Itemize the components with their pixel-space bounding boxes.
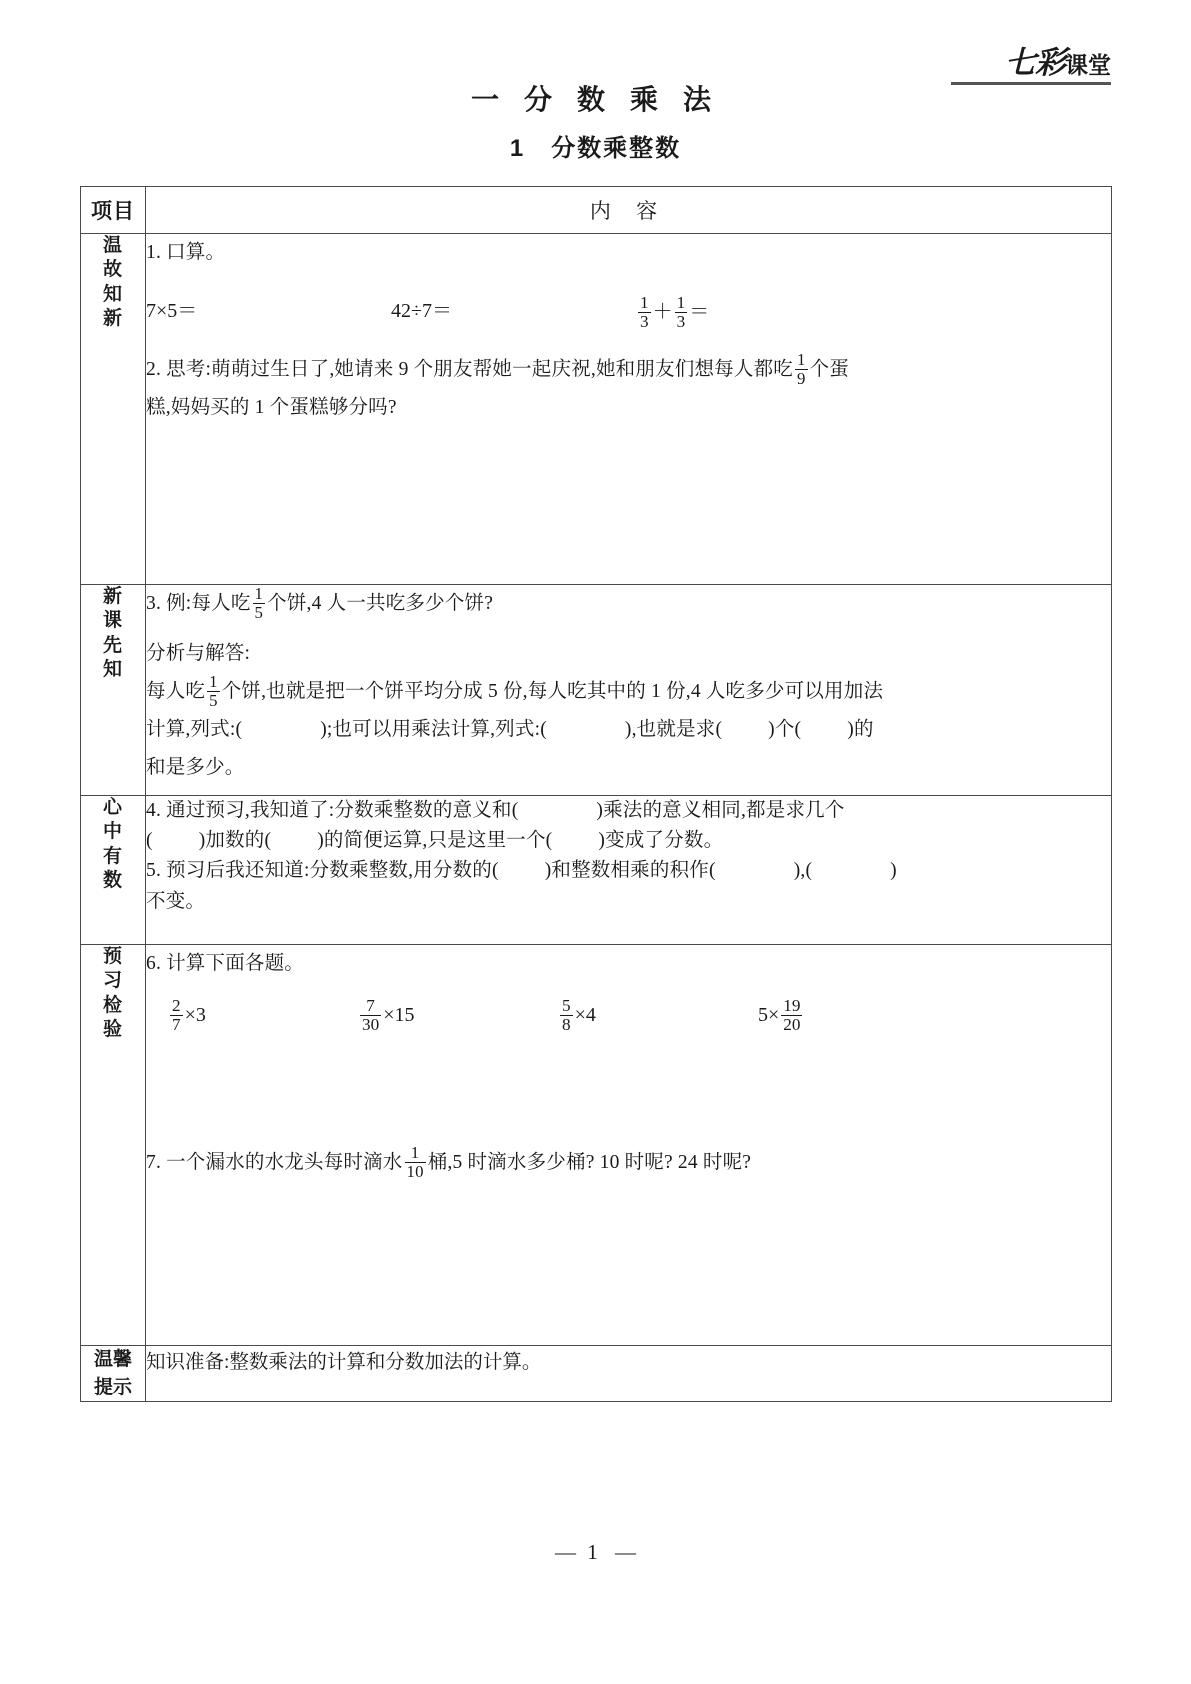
fraction-numerator: 2 xyxy=(172,996,181,1016)
fraction-denominator: 10 xyxy=(406,1161,424,1181)
fraction xyxy=(170,997,183,1034)
question-5-text-d: ) xyxy=(890,860,897,882)
section-number: 1 xyxy=(509,135,526,162)
analysis-blank-a-label: 计算,列式:( xyxy=(146,719,243,741)
section-name: 分数乘整数 xyxy=(551,135,682,162)
fraction-one-tenth xyxy=(405,1144,426,1180)
fraction-numerator: 1 xyxy=(676,293,686,313)
question-5-text-c: ),( xyxy=(793,860,813,882)
question-4-line-2 xyxy=(146,826,1111,856)
row-label-tip xyxy=(81,1346,146,1402)
question-4-text-c: ( xyxy=(146,830,153,852)
question-4-text-e: )的简便运算,只是这里一个( xyxy=(317,830,553,852)
analysis-line-3: 和是多少。 xyxy=(146,757,245,779)
fraction-denominator: 7 xyxy=(172,1015,181,1035)
fraction-numerator: 5 xyxy=(562,996,571,1016)
analysis-line-2 xyxy=(146,711,1111,749)
fraction-denominator: 20 xyxy=(783,1015,801,1035)
fraction-numerator: 1 xyxy=(209,672,218,692)
question-1-expressions xyxy=(146,294,1111,331)
calc-prefix: 5× xyxy=(758,1004,780,1027)
question-4-text-f: )变成了分数。 xyxy=(598,830,724,852)
plus-operator: ＋ xyxy=(652,301,673,324)
fraction-numerator: 1 xyxy=(410,1143,420,1163)
calc-item-2 xyxy=(358,997,558,1034)
fraction-denominator: 9 xyxy=(796,368,806,388)
calc-suffix: ×4 xyxy=(574,1004,596,1027)
fraction-numerator: 19 xyxy=(783,996,801,1016)
fraction-one-third-a xyxy=(638,294,651,331)
fraction-denominator: 5 xyxy=(254,602,264,622)
fraction-one-third-b xyxy=(675,294,688,331)
brand-logo-sub: 课堂 xyxy=(1065,52,1111,79)
row-content-review xyxy=(146,234,1112,585)
analysis-blank-c-label: ),也就是求( xyxy=(624,719,723,741)
row-label-practice-text: 预 习 检 验 xyxy=(102,946,123,1040)
calc-item-1 xyxy=(168,997,358,1034)
row-label-understand-text: 心 中 有 数 xyxy=(102,797,123,891)
fraction-denominator: 5 xyxy=(209,690,218,710)
expr-7x5: 7×5＝ xyxy=(146,300,198,323)
brand-logo-text xyxy=(951,45,1111,81)
row-content-understand xyxy=(146,796,1112,945)
question-7-line xyxy=(146,1144,1111,1182)
fraction-one-ninth xyxy=(795,351,808,387)
row-label-preview xyxy=(81,585,146,796)
row-label-tip-line1: 温馨 xyxy=(93,1349,132,1370)
question-6-items xyxy=(146,997,1111,1034)
question-4-text-b: )乘法的意义相同,都是求几个 xyxy=(596,800,845,821)
fraction-one-fifth-b xyxy=(207,673,220,709)
row-label-preview-text: 新 课 先 知 xyxy=(102,586,123,680)
fraction-denominator: 3 xyxy=(676,312,686,332)
fraction-numerator: 1 xyxy=(254,584,264,604)
fraction-numerator: 7 xyxy=(366,996,375,1016)
calc-suffix: ×15 xyxy=(383,1004,415,1027)
page-number: 1 xyxy=(587,1540,604,1564)
brand-logo-main: 七彩 xyxy=(1005,45,1065,81)
question-5-line-2: 不变。 xyxy=(146,890,206,912)
fraction-denominator: 3 xyxy=(640,312,649,332)
table-row xyxy=(81,945,1112,1346)
fraction-numerator: 1 xyxy=(640,293,649,313)
question-2-line-2: 糕,妈妈买的 1 个蛋糕够分吗? xyxy=(146,397,397,419)
analysis-text-b: 个饼,也就是把一个饼平均分成 5 份,每人吃其中的 1 份,4 人吃多少可以用加法 xyxy=(221,681,884,703)
question-3-text-b: 个饼,4 人一共吃多少个饼? xyxy=(267,593,494,614)
row-content-practice xyxy=(146,945,1112,1346)
table-row xyxy=(81,796,1112,945)
row-label-understand xyxy=(81,796,146,945)
equals-sign: ＝ xyxy=(689,301,710,324)
footer-dash-right: — xyxy=(615,1540,636,1564)
fraction xyxy=(360,997,381,1034)
fraction-denominator: 8 xyxy=(562,1015,571,1035)
header-item-label: 项目 xyxy=(91,199,135,223)
row-label-review-text: 温 故 知 新 xyxy=(102,235,123,329)
question-3-text-a: 3. 例:每人吃 xyxy=(146,593,251,614)
question-5-text-a: 5. 预习后我还知道:分数乘整数,用分数的( xyxy=(146,860,499,882)
table-row xyxy=(81,1346,1112,1402)
expr-42div7: 42÷7＝ xyxy=(391,300,452,323)
table-header-row xyxy=(81,187,1112,234)
fraction-one-fifth-a xyxy=(253,585,266,621)
fraction xyxy=(781,997,802,1034)
row-label-review xyxy=(81,234,146,585)
fraction xyxy=(560,997,573,1034)
analysis-blank-b-label: );也可以用乘法计算,列式:( xyxy=(320,719,547,741)
row-content-tip: 知识准备:整数乘法的计算和分数加法的计算。 xyxy=(146,1346,1112,1402)
analysis-line-1 xyxy=(146,673,1111,711)
question-2-text-a: 2. 思考:萌萌过生日了,她请来 9 个朋友帮她一起庆祝,她和朋友们想每人都吃 xyxy=(146,359,793,381)
question-4-line-1 xyxy=(146,796,1111,826)
analysis-blank-e-label: )的 xyxy=(847,719,874,741)
chapter-title: 一 分 数 乘 法 xyxy=(470,85,720,116)
question-5-text-b: )和整数相乘的积作( xyxy=(544,860,716,882)
question-6-title: 6. 计算下面各题。 xyxy=(146,953,305,974)
fraction-numerator: 1 xyxy=(796,350,806,370)
question-7-text-a: 7. 一个漏水的水龙头每时滴水 xyxy=(146,1152,403,1174)
table-row xyxy=(81,234,1112,585)
analysis-title: 分析与解答: xyxy=(146,643,251,665)
analysis-text-a: 每人吃 xyxy=(146,681,206,703)
page-footer xyxy=(0,1540,1191,1565)
question-5-line-1 xyxy=(146,856,1111,886)
question-4-text-a: 4. 通过预习,我知道了:分数乘整数的意义和( xyxy=(146,800,519,821)
header-cell-item xyxy=(81,187,146,234)
question-7-text-b: 桶,5 时滴水多少桶? 10 时呢? 24 时呢? xyxy=(427,1152,752,1174)
calc-item-4 xyxy=(758,997,948,1034)
expr-fraction-sum xyxy=(636,294,709,331)
question-3-line xyxy=(146,585,1111,623)
question-2-line-1 xyxy=(146,351,1111,389)
analysis-blank-d-label: )个( xyxy=(768,719,802,741)
question-1-title: 1. 口算。 xyxy=(146,242,226,263)
section-title xyxy=(0,128,1191,163)
calc-suffix: ×3 xyxy=(184,1004,206,1027)
fraction-denominator: 30 xyxy=(362,1015,380,1035)
question-2-text-b: 个蛋 xyxy=(809,359,849,381)
header-cell-content xyxy=(146,187,1112,234)
header-content-label: 内 容 xyxy=(589,199,668,223)
row-content-preview xyxy=(146,585,1112,796)
worksheet-table xyxy=(80,186,1112,1402)
row-label-tip-line2: 提示 xyxy=(93,1376,132,1398)
calc-item-3 xyxy=(558,997,758,1034)
row-label-practice xyxy=(81,945,146,1346)
footer-dash-left: — xyxy=(555,1540,576,1564)
table-row xyxy=(81,585,1112,796)
question-4-text-d: )加数的( xyxy=(198,830,272,852)
